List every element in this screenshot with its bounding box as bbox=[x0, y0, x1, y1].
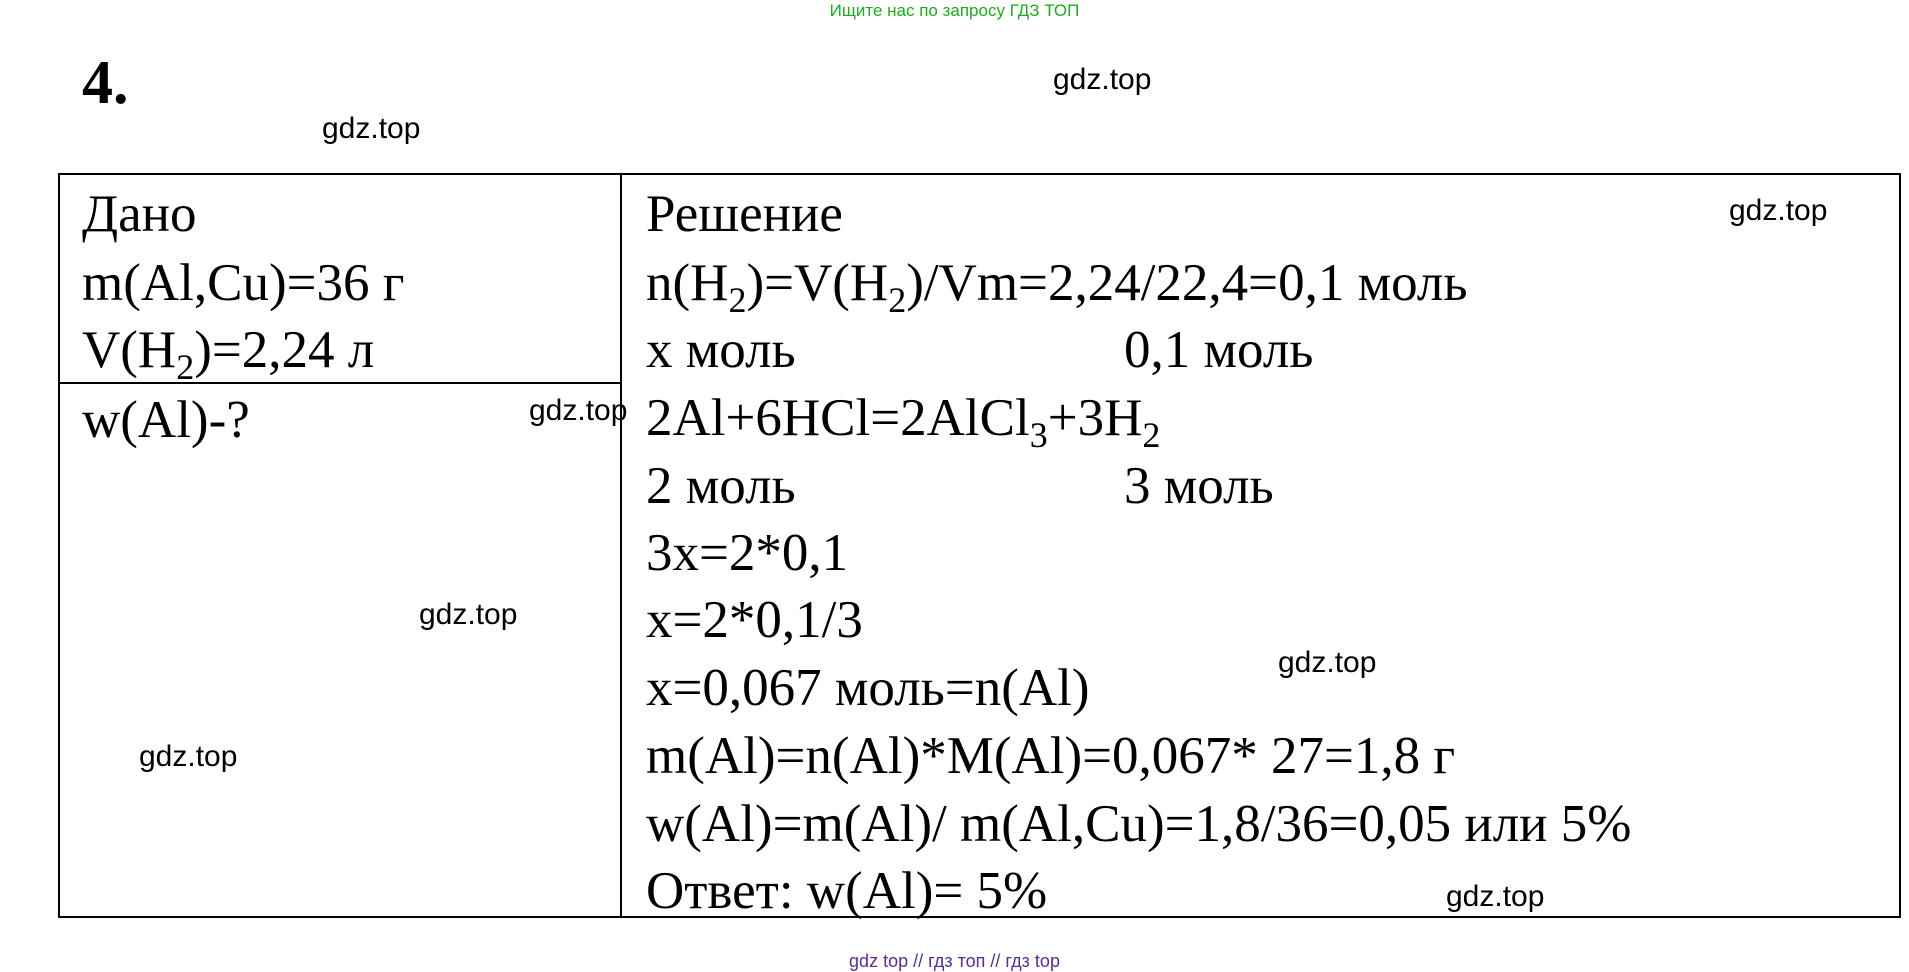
given-divider bbox=[60, 382, 622, 384]
solution-header: Решение bbox=[646, 185, 843, 243]
watermark: gdz.top bbox=[322, 112, 421, 145]
solution-step: 3x=2*0,1 bbox=[646, 524, 849, 582]
given-header: Дано bbox=[82, 185, 197, 243]
moles-below-right: 3 моль bbox=[1124, 457, 1274, 515]
moles-above-right: 0,1 моль bbox=[1124, 321, 1314, 379]
watermark: gdz.top bbox=[529, 394, 628, 427]
footer-tags: gdz top // гдз топ // гдз top bbox=[849, 951, 1060, 971]
task-number: 4. bbox=[82, 49, 129, 117]
solution-step: x=0,067 моль=n(Al) bbox=[646, 659, 1090, 717]
find-value: w(Al)-? bbox=[82, 391, 250, 449]
watermark: gdz.top bbox=[1278, 646, 1377, 679]
moles-below-left: 2 моль bbox=[646, 457, 796, 515]
watermark: gdz.top bbox=[1729, 194, 1828, 227]
answer-line: Ответ: w(Al)= 5% bbox=[646, 862, 1048, 920]
watermark: gdz.top bbox=[1053, 63, 1152, 96]
solution-step: m(Al)=n(Al)*M(Al)=0,067* 27=1,8 г bbox=[646, 727, 1456, 785]
moles-hydrogen: $n(H_2)=V(H_2)/Vm=2,24/22,4=0,1$ моль bbox=[646, 254, 1468, 320]
watermark: gdz.top bbox=[1446, 880, 1545, 913]
given-mass: m(Al,Cu)=36 г bbox=[82, 254, 405, 312]
solution-step: x=2*0,1/3 bbox=[646, 591, 863, 649]
moles-above-left: x моль bbox=[646, 321, 796, 379]
reaction-equation: $2Al+6HCl=2AlCl_3+3H_2$ bbox=[646, 389, 1161, 455]
given-volume: $V(H_2)=2,24$ л bbox=[82, 321, 375, 387]
site-banner: Ищите нас по запросу ГДЗ ТОП bbox=[829, 1, 1080, 20]
column-divider bbox=[620, 175, 622, 916]
solution-step: w(Al)=m(Al)/ m(Al,Cu)=1,8/36=0,05 или 5% bbox=[646, 795, 1632, 853]
watermark: gdz.top bbox=[419, 598, 518, 631]
solution-table bbox=[58, 173, 1901, 918]
watermark: gdz.top bbox=[139, 740, 238, 773]
